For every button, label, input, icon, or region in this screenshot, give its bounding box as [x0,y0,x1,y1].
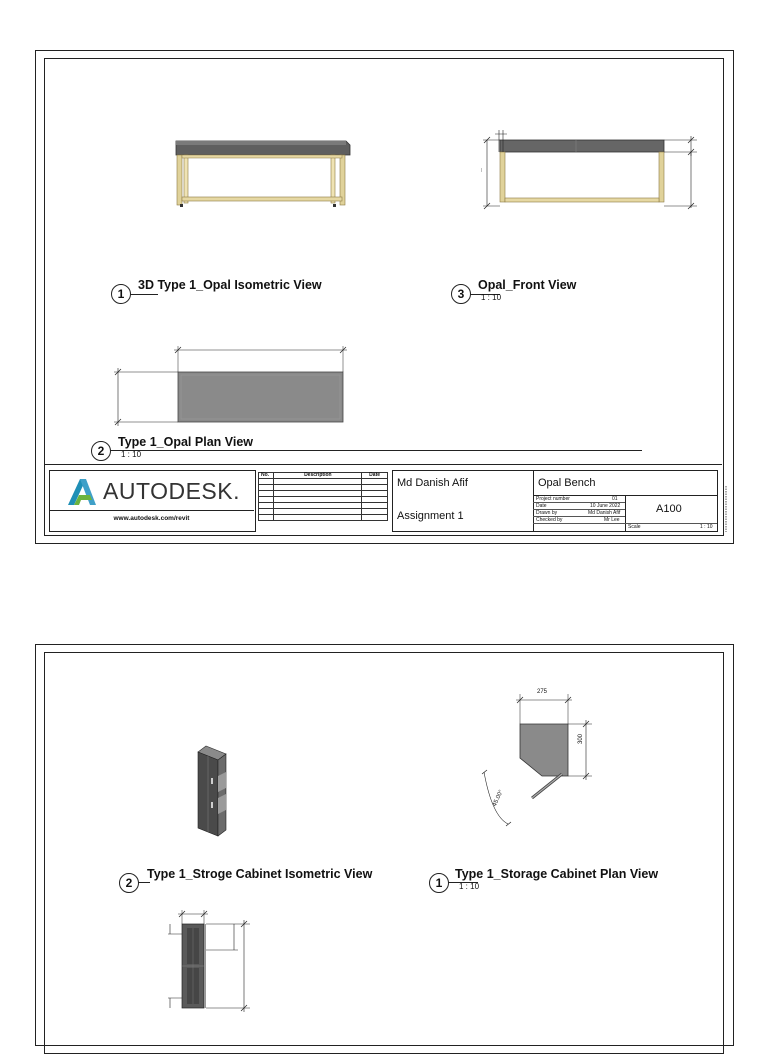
scale-label: Scale [628,524,641,530]
sheet-title: Opal Bench [538,477,596,489]
project-name: Assignment 1 [397,510,464,522]
opal-isometric-drawing [170,135,355,215]
view-title: Type 1_Stroge Cabinet Isometric View [147,867,373,881]
view-number-badge: 1 [111,284,131,304]
cabinet-plan-drawing [478,688,598,833]
field-value: 01 [612,496,618,502]
cabinet-elevation-drawing [168,906,253,1024]
dimension-depth: 300 [578,733,584,744]
field-label: Date [536,503,547,509]
owner-divider-vertical [533,470,534,531]
view-scale: 1 : 10 [481,293,502,302]
autodesk-logo-text: AUTODESK. [103,478,240,504]
view-title: Type 1_Opal Plan View [118,435,254,449]
revision-header-date: Date [362,473,388,479]
view-number-badge: 2 [91,441,111,461]
revision-header-no: No. [259,473,274,479]
autodesk-url: www.autodesk.com/revit [113,515,190,522]
view-title: Opal_Front View [478,278,577,292]
scale-value: 1 : 10 [700,524,713,530]
autodesk-divider [49,510,254,511]
field-value: Mr Lee [604,517,620,523]
dimension-angle: 45.00° [492,789,505,808]
opal-plan-drawing [110,342,355,427]
view-title-underline [110,450,642,452]
view-scale: 1 : 10 [459,882,480,891]
view-title-underline [138,882,150,884]
view-number-badge: 3 [451,284,471,304]
cabinet-isometric-drawing [192,744,237,839]
field-label: Project number [536,496,570,502]
view-number-badge: 2 [119,873,139,893]
owner-name: Md Danish Afif [397,477,468,489]
field-label: Checked by [536,517,563,523]
svg-text:—: — [478,168,483,172]
view-title: 3D Type 1_Opal Isometric View [138,278,322,292]
autodesk-logo-icon [66,477,98,507]
field-row-line [533,523,717,524]
field-value: Md Danish Afif [588,510,621,516]
view-title: Type 1_Storage Cabinet Plan View [455,867,659,881]
fields-divider-vertical [625,495,626,531]
field-value: 10 June 2022 [590,503,621,509]
vertical-stamp-text [722,486,730,534]
revision-table [258,472,388,521]
sheet-2-inner-border [44,652,724,1054]
dimension-width: 275 [537,689,548,695]
field-label: Drawn by [536,510,558,516]
view-title-underline [130,294,158,296]
opal-front-drawing [475,128,705,213]
view-scale: 1 : 10 [121,450,142,459]
sheet-number: A100 [656,503,682,515]
revision-header-description: Description [274,473,362,479]
view-number-badge: 1 [429,873,449,893]
